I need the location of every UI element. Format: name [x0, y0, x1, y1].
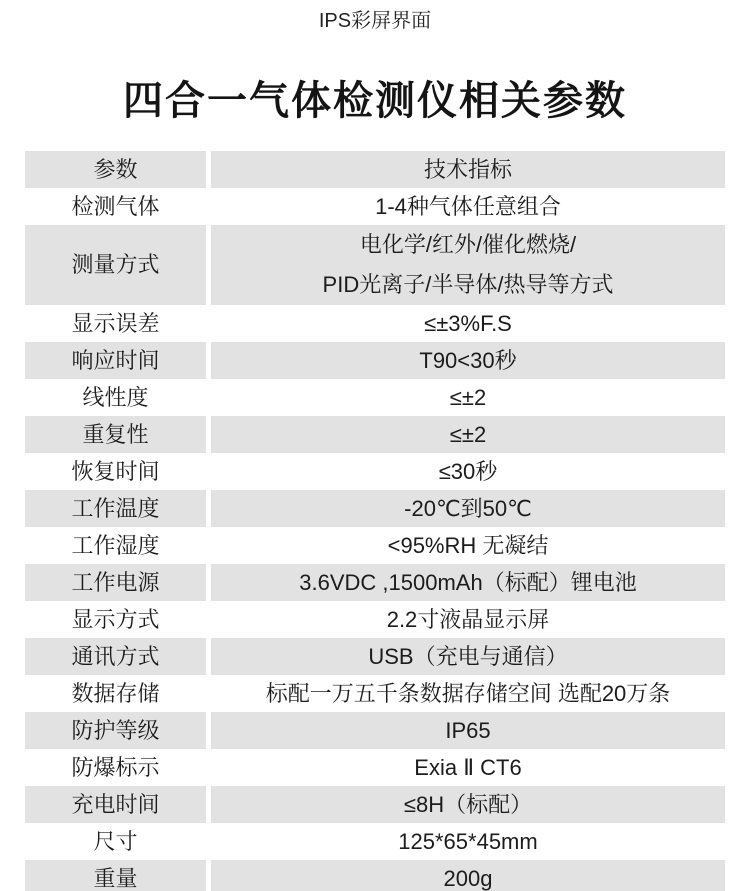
table-header-row — [25, 151, 725, 188]
table-row — [25, 601, 725, 638]
value-cell: 200g — [211, 860, 725, 891]
value-cell: 标配一万五千条数据存储空间 选配20万条 — [211, 675, 725, 712]
table-row — [25, 786, 725, 823]
page-title: 四合一气体检测仪相关参数 — [123, 79, 627, 123]
table-row — [25, 823, 725, 860]
param-cell: 数据存储 — [25, 675, 206, 712]
value-cell: 1-4种气体任意组合 — [211, 188, 725, 225]
table-row — [25, 225, 725, 305]
table-row — [25, 749, 725, 786]
param-cell: 线性度 — [25, 379, 206, 416]
header-param-cell: 参数 — [25, 151, 206, 188]
param-cell: 防护等级 — [25, 712, 206, 749]
param-cell: 充电时间 — [25, 786, 206, 823]
value-line-2: PID光离子/半导体/热导等方式 — [322, 271, 614, 297]
table-row — [25, 860, 725, 891]
value-cell — [211, 225, 725, 305]
param-cell: 尺寸 — [25, 823, 206, 860]
value-cell: -20℃到50℃ — [211, 490, 725, 527]
param-cell: 重量 — [25, 860, 206, 891]
table-row — [25, 379, 725, 416]
screen-type-label: IPS彩屏界面 — [318, 10, 432, 32]
param-cell: 恢复时间 — [25, 453, 206, 490]
value-cell: 125*65*45mm — [211, 823, 725, 860]
param-cell: 重复性 — [25, 416, 206, 453]
table-row — [25, 188, 725, 225]
value-cell: ≤30秒 — [211, 453, 725, 490]
param-cell: 显示方式 — [25, 601, 206, 638]
value-line-1: 电化学/红外/催化燃烧/ — [359, 231, 577, 257]
param-cell: 测量方式 — [25, 225, 206, 305]
table-row — [25, 416, 725, 453]
table-row — [25, 342, 725, 379]
param-cell: 通讯方式 — [25, 638, 206, 675]
header-value-cell: 技术指标 — [211, 151, 725, 188]
value-cell: IP65 — [211, 712, 725, 749]
table-row — [25, 490, 725, 527]
spec-table — [25, 151, 725, 891]
param-cell: 工作温度 — [25, 490, 206, 527]
table-row — [25, 564, 725, 601]
value-cell: 3.6VDC ,1500mAh（标配）锂电池 — [211, 564, 725, 601]
param-cell: 检测气体 — [25, 188, 206, 225]
value-cell: ≤±3%F.S — [211, 305, 725, 342]
value-cell: ≤8H（标配） — [211, 786, 725, 823]
value-cell: <95%RH 无凝结 — [211, 527, 725, 564]
value-cell: T90<30秒 — [211, 342, 725, 379]
value-cell: USB（充电与通信） — [211, 638, 725, 675]
table-row — [25, 527, 725, 564]
param-cell: 工作电源 — [25, 564, 206, 601]
table-row — [25, 675, 725, 712]
table-row — [25, 453, 725, 490]
param-cell: 工作湿度 — [25, 527, 206, 564]
value-cell: Exia Ⅱ CT6 — [211, 749, 725, 786]
table-row — [25, 638, 725, 675]
param-cell: 显示误差 — [25, 305, 206, 342]
table-row — [25, 305, 725, 342]
value-cell: ≤±2 — [211, 416, 725, 453]
value-cell: ≤±2 — [211, 379, 725, 416]
value-cell: 2.2寸液晶显示屏 — [211, 601, 725, 638]
table-row — [25, 712, 725, 749]
param-cell: 防爆标示 — [25, 749, 206, 786]
param-cell: 响应时间 — [25, 342, 206, 379]
